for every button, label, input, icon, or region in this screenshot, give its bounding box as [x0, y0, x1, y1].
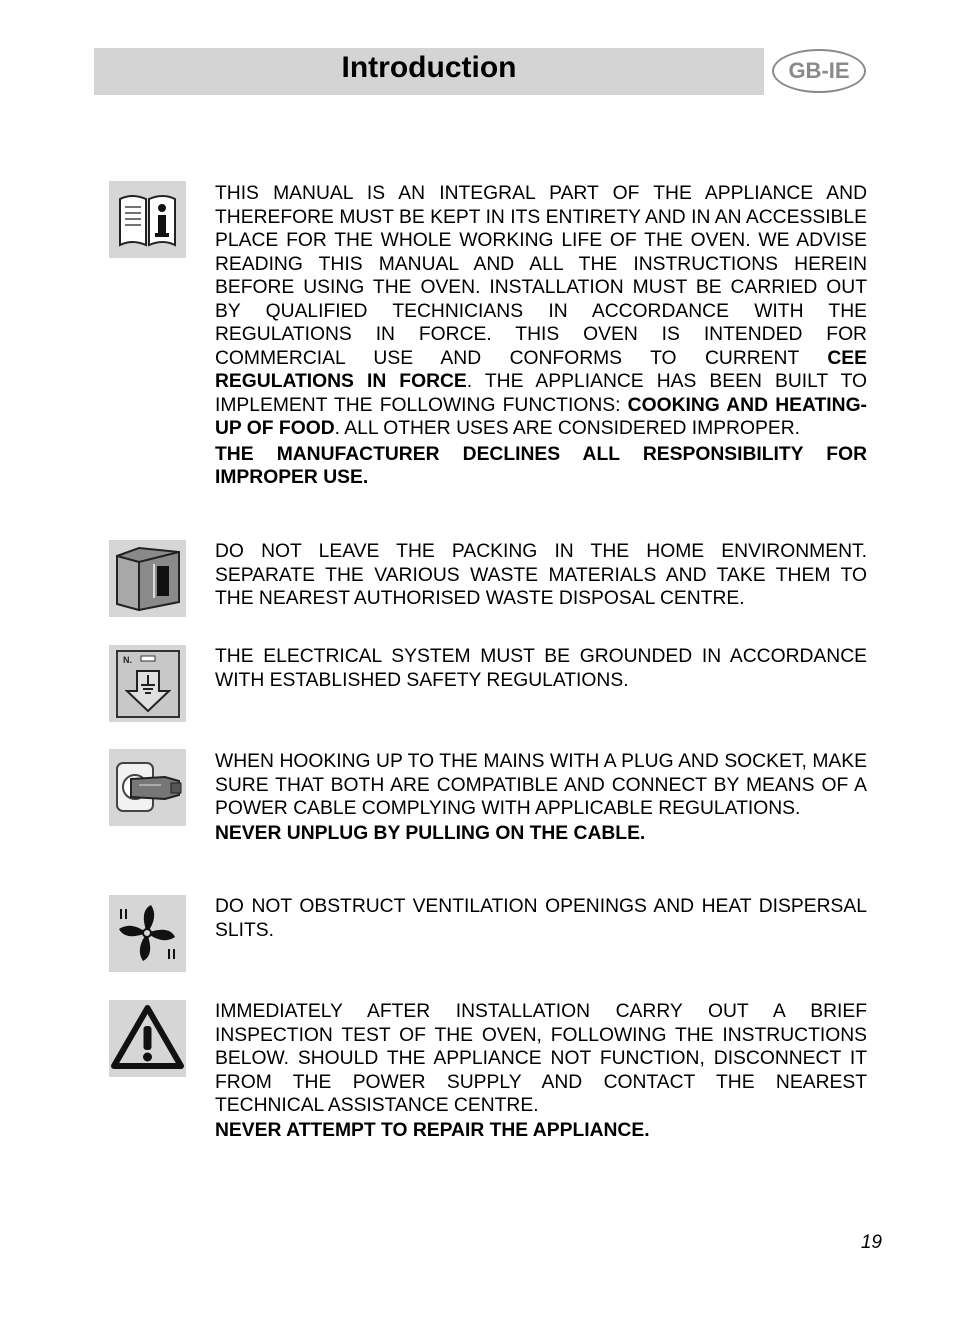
- section-plug-text: WHEN HOOKING UP TO THE MAINS WITH A PLUG AND SOCKET, MAKE SURE THAT BOTH ARE COMPATIBLE AND CONNECT BY MEANS OF A POWER CABLE COMPLYING WITH APPLICABLE REGULATIONS. NEVER UNPLUG BY PULLING ON THE CABLE.: [215, 751, 867, 844]
- manual-info-icon: [109, 181, 186, 258]
- responsibility-warning: THE MANUFACTURER DECLINES ALL RESPONSIBILITY FOR IMPROPER USE.: [215, 443, 867, 488]
- section-ventilation-text: DO NOT OBSTRUCT VENTILATION OPENINGS AND HEAT DISPERSAL SLITS.: [215, 896, 867, 941]
- warning-triangle-icon: [109, 1000, 186, 1077]
- section-packing-text: DO NOT LEAVE THE PACKING IN THE HOME ENVIRONMENT. SEPARATE THE VARIOUS WASTE MATERIALS AND TAKE THEM TO THE NEAREST AUTHORISED WASTE DISPOSAL CENTRE.: [215, 541, 867, 609]
- page-title: Introduction: [341, 51, 517, 84]
- ventilation-fan-icon: [109, 895, 186, 972]
- packing-box-icon: [109, 540, 186, 617]
- section-intro-text: THIS MANUAL IS AN INTEGRAL PART OF THE APPLIANCE AND THEREFORE MUST BE KEPT IN ITS ENTIRETY AND IN AN ACCESSIBLE PLACE FOR THE WHOLE WORKING LIFE OF THE OVEN. WE ADVISE READING THIS MANUAL AND ALL THE INSTRUCTIONS HEREIN BEFORE USING THE OVEN. INSTALLATION MUST BE CARRIED OUT BY QUALIFIED TECHNICIANS IN ACCORDANCE WITH THE REGULATIONS IN FORCE. THIS OVEN IS INTENDED FOR COMMERCIAL USE AND CONFORMS TO CURRENT CEE REGULATIONS IN FORCE. THE APPLIANCE HAS BEEN BUILT TO IMPLEMENT THE FOLLOWING FUNCTIONS: COOKING AND HEATING-UP OF FOOD. ALL OTHER USES ARE CONSIDERED IMPROPER. THE MANUFACTURER DECLINES ALL RESPONSIBILITY FOR IMPROPER USE.: [215, 183, 867, 488]
- ground-icon-label: N.: [123, 655, 132, 665]
- page-number: 19: [860, 1232, 882, 1253]
- repair-warning: NEVER ATTEMPT TO REPAIR THE APPLIANCE.: [215, 1119, 650, 1141]
- section-ground-text: THE ELECTRICAL SYSTEM MUST BE GROUNDED IN ACCORDANCE WITH ESTABLISHED SAFETY REGULATIONS.: [215, 646, 867, 691]
- section-inspection-text: IMMEDIATELY AFTER INSTALLATION CARRY OUT A BRIEF INSPECTION TEST OF THE OVEN, FOLLOWING THE INSTRUCTIONS BELOW. SHOULD THE APPLIANCE NOT FUNCTION, DISCONNECT IT FROM THE POWER SUPPLY AND CONTACT THE NEAREST TECHNICAL ASSISTANCE CENTRE. NEVER ATTEMPT TO REPAIR THE APPLIANCE.: [215, 1001, 867, 1141]
- plug-socket-icon: [109, 749, 186, 826]
- header-bar: [94, 48, 764, 95]
- ground-icon: [109, 645, 186, 722]
- language-badge: GB-IE: [772, 49, 866, 93]
- unplug-warning: NEVER UNPLUG BY PULLING ON THE CABLE.: [215, 822, 646, 844]
